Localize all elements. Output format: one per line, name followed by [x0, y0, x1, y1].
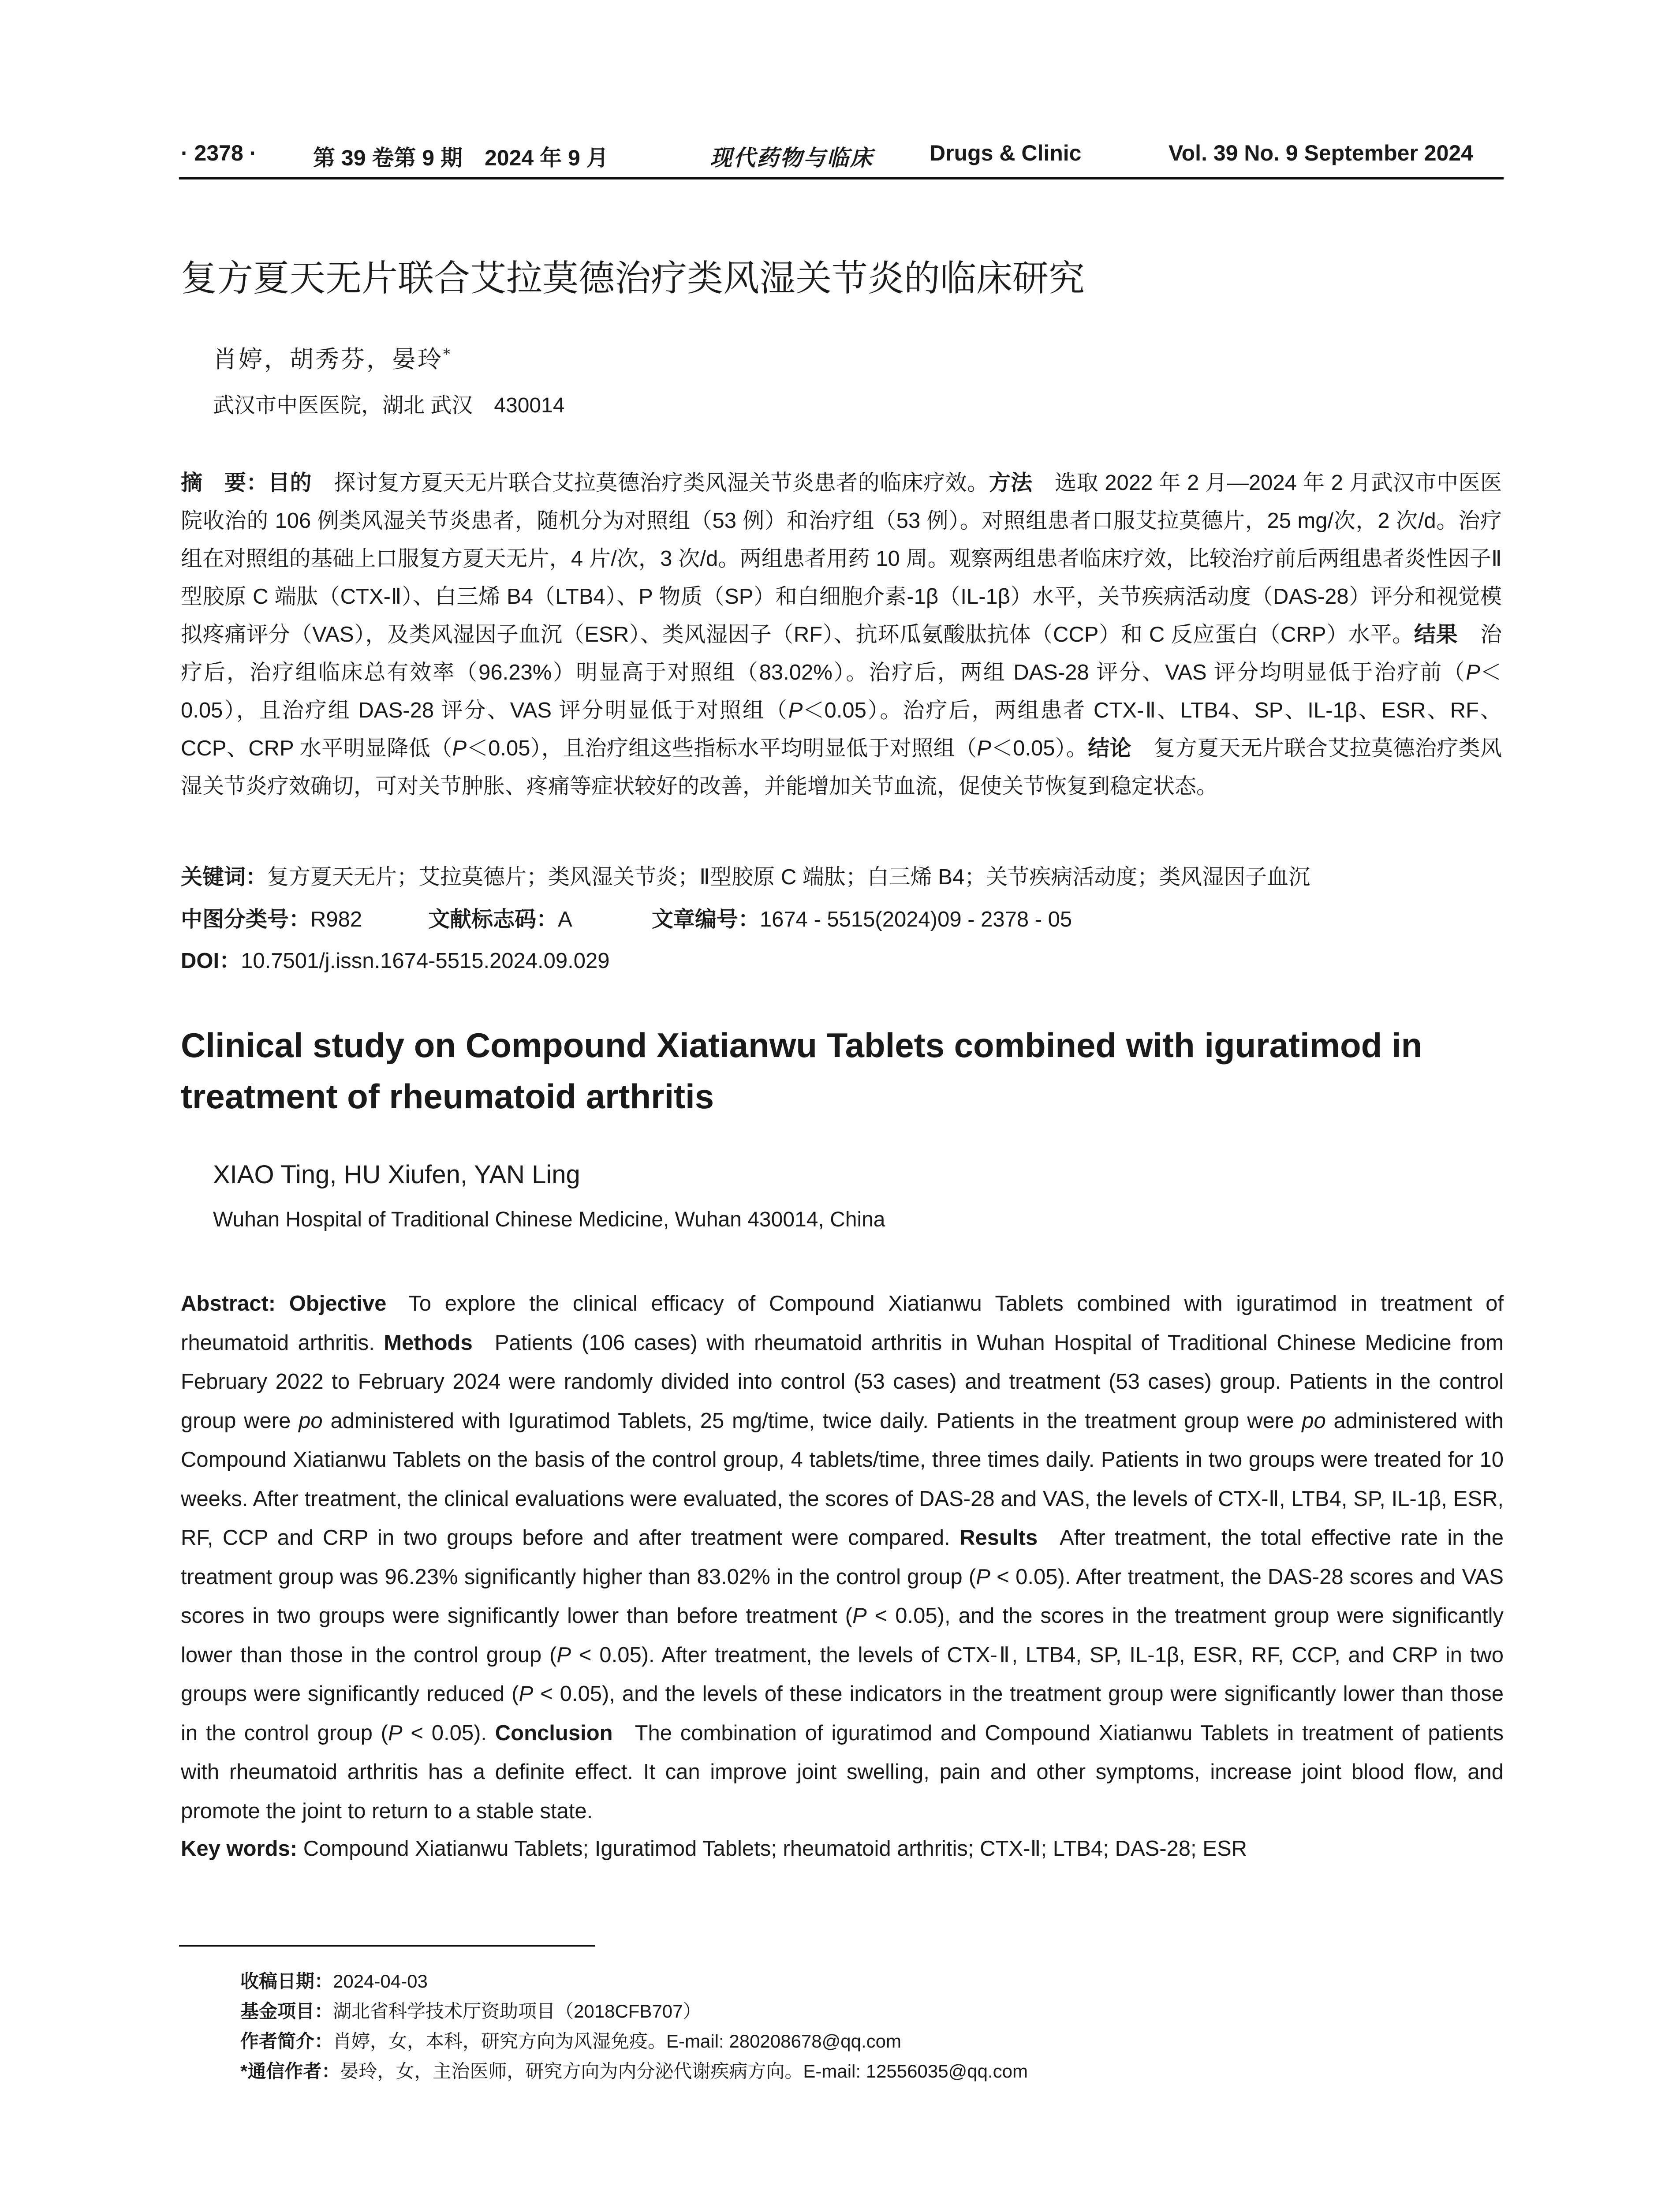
po-term: po: [299, 1409, 323, 1433]
keywords-label-en: Key words:: [181, 1837, 298, 1861]
p-value-symbol: P: [976, 1565, 990, 1589]
article-no-label: 文章编号：: [651, 908, 760, 931]
p-value-symbol: P: [852, 1604, 867, 1628]
results-cn-2: ＜0.05），且治疗组 DAS-28 评分、VAS 评分明显低于对照组（: [181, 661, 1502, 722]
issue-cn: 第 39 卷第 9 期 2024 年 9 月: [313, 146, 609, 170]
p-value-symbol: P: [1466, 661, 1480, 684]
conclusion-label-en: Conclusion: [495, 1721, 613, 1745]
keywords-label-cn: 关键词：: [181, 865, 268, 889]
affiliation-cn: 武汉市中医医院，湖北 武汉 430014: [213, 394, 565, 417]
keywords-en: [181, 1836, 1247, 1861]
authors-en: XIAO Ting, HU Xiufen, YAN Ling: [213, 1160, 580, 1189]
affiliation-en: Wuhan Hospital of Traditional Chinese Medicine, Wuhan 430014, China: [213, 1208, 885, 1231]
conclusion-cn: 复方夏天无片联合艾拉莫德治疗类风湿关节炎疗效确切，可对关节肿胀、疼痛等症状较好的改善，并能增加关节血流，促使关节恢复到稳定状态。: [181, 736, 1502, 798]
corresponding-text: 晏玲，女，主治医师，研究方向为内分泌代谢疾病方向。E-mail: 12556035@qq.com: [340, 2061, 1028, 2082]
results-en-6: < 0.05).: [402, 1721, 487, 1745]
authors-cn-names: 肖婷，胡秀芬，晏玲: [213, 345, 443, 373]
objective-en: To explore the clinical efficacy of Compound Xiatianwu Tablets combined with iguratimod in treatment of rheumatoid arthritis.: [181, 1292, 1504, 1355]
methods-label-cn: 方法: [989, 471, 1033, 495]
keywords-en-text: Compound Xiatianwu Tablets; Iguratimod Tablets; rheumatoid arthritis; CTX-Ⅱ; LTB4; DAS-28; ESR: [303, 1837, 1247, 1861]
footnote-received: [240, 1967, 428, 1993]
footnote-divider: [179, 1945, 595, 1947]
results-en-3: < 0.05), and the scores in the treatment group were significantly lower than those in the control group (: [181, 1604, 1504, 1667]
methods-en-3: administered with Compound Xiatianwu Tablets on the basis of the control group, 4 tablets/time, three times daily. Patients in two groups were treated for 10 weeks. After treatment, the clinical evaluations were evaluated, the scores of DAS-28 and VAS, the levels of CTX-Ⅱ, LTB4, SP, IL-1β, ESR, RF, CCP and CRP in two groups before and after treatment were compared.: [181, 1409, 1504, 1550]
header-divider: [179, 177, 1504, 179]
clc-value: R982: [310, 908, 362, 931]
author-bio-label: 作者简介：: [240, 2031, 333, 2052]
results-cn-4: ＜0.05），且治疗组这些指标水平均明显低于对照组（: [467, 736, 977, 760]
doc-code-label: 文献标志码：: [428, 908, 558, 931]
results-label-cn: 结果: [1414, 623, 1458, 647]
classification-line: [181, 902, 1072, 933]
received-date: 2024-04-03: [333, 1971, 428, 1992]
clc-label: 中图分类号：: [181, 908, 311, 931]
footnote-corresponding: [240, 2057, 1028, 2083]
journal-name-en: Drugs & Clinic: [930, 141, 1082, 165]
doi-line: [181, 944, 610, 975]
methods-en-2: administered with Iguratimod Tablets, 25 mg/time, twice daily. Patients in the treatment group were: [330, 1409, 1294, 1433]
abstract-cn: [181, 464, 1502, 805]
received-label: 收稿日期：: [240, 1971, 333, 1992]
p-value-symbol: P: [388, 1721, 403, 1745]
methods-en-1: Patients (106 cases) with rheumatoid arthritis in Wuhan Hospital of Traditional Chinese Medicine from February 2022 to February 2024 were randomly divided into control (53 cases) and treatment (53 cases) group. Patients in the control group were: [181, 1330, 1504, 1433]
abstract-label-cn: 摘 要：: [181, 471, 269, 495]
p-value-symbol: P: [788, 699, 803, 722]
results-en-4: < 0.05). After treatment, the levels of CTX-Ⅱ, LTB4, SP, IL-1β, ESR, RF, CCP, and CRP in two groups were significantly reduced (: [181, 1643, 1504, 1706]
doi-link[interactable]: 10.7501/j.issn.1674-5515.2024.09.029: [241, 949, 610, 973]
p-value-symbol: P: [519, 1682, 534, 1706]
footnote-author: [240, 2027, 901, 2053]
po-term: po: [1302, 1409, 1326, 1433]
abstract-en: [181, 1284, 1504, 1831]
objective-cn: 探讨复方夏天无片联合艾拉莫德治疗类风湿关节炎患者的临床疗效。: [334, 471, 989, 495]
title-cn: 复方夏天无片联合艾拉莫德治疗类风湿关节炎的临床研究: [181, 258, 1085, 299]
results-en-5: < 0.05), and the levels of these indicators in the treatment group were significantly lower than those in the control group (: [181, 1682, 1504, 1745]
corresponding-mark: *: [443, 346, 452, 363]
methods-label-en: Methods: [384, 1330, 473, 1355]
author-bio-text: 肖婷，女，本科，研究方向为风湿免疫。E-mail: 280208678@qq.com: [333, 2031, 901, 2052]
results-cn-1: 治疗后，治疗组临床总有效率（96.23%）明显高于对照组（83.02%）。治疗后，两组 DAS-28 评分、VAS 评分均明显低于治疗前（: [181, 623, 1502, 684]
footnote-fund: [240, 1997, 702, 2023]
methods-cn: 选取 2022 年 2 月—2024 年 2 月武汉市中医医院收治的 106 例类风湿关节炎患者，随机分为对照组（53 例）和治疗组（53 例）。对照组患者口服艾拉莫德片，25 mg/次，2 次/d。治疗组在对照组的基础上口服复方夏天无片，4 片/次，3 次/d。两组患者用药 10 周。观察两组患者临床疗效，比较治疗前后两组患者炎性因子Ⅱ型胶原 C 端肽（CTX-Ⅱ）、白三烯 B4（LTB4）、P 物质（SP）和白细胞介素-1β（IL-1β）水平，关节疾病活动度（DAS-28）评分和视觉模拟疼痛评分（VAS），及类风湿因子血沉（ESR）、类风湿因子（RF）、抗环瓜氨酸肽抗体（CCP）和 C 反应蛋白（CRP）水平。: [181, 471, 1502, 647]
doc-code-value: A: [558, 908, 572, 931]
keywords-cn: [181, 860, 1310, 891]
fund-text: 湖北省科学技术厅资助项目（2018CFB707）: [333, 2001, 702, 2022]
objective-label-en: Objective: [289, 1292, 387, 1316]
conclusion-en: The combination of iguratimod and Compound Xiatianwu Tablets in treatment of patients with rheumatoid arthritis has a definite effect. It can improve joint swelling, pain and other symptoms, increase joint blood flow, and promote the joint to return to a stable state.: [181, 1721, 1504, 1823]
p-value-symbol: P: [977, 736, 992, 760]
results-en-2: < 0.05). After treatment, the DAS-28 scores and VAS scores in two groups were significantly lower than before treatment (: [181, 1565, 1504, 1628]
corresponding-label: *通信作者：: [240, 2061, 340, 2082]
results-cn-5: ＜0.05）。: [991, 736, 1088, 760]
p-value-symbol: P: [452, 736, 467, 760]
results-cn-3: ＜0.05）。治疗后，两组患者 CTX-Ⅱ、LTB4、SP、IL-1β、ESR、RF、CCP、CRP 水平明显降低（: [181, 699, 1502, 760]
volume-info-en: Vol. 39 No. 9 September 2024: [1169, 141, 1474, 165]
results-en-1: After treatment, the total effective rate in the treatment group was 96.23% significantly higher than 83.02% in the control group (: [181, 1526, 1504, 1589]
conclusion-label-cn: 结论: [1088, 736, 1131, 760]
title-en: Clinical study on Compound Xiatianwu Tablets combined with iguratimod in treatment of rheumatoid arthritis: [181, 1026, 1422, 1116]
running-header: [181, 140, 1502, 176]
abstract-label-en: Abstract:: [181, 1292, 276, 1316]
p-value-symbol: P: [556, 1643, 571, 1667]
objective-label-cn: 目的: [268, 471, 312, 495]
page-number: · 2378 ·: [181, 141, 257, 165]
article-no-value: 1674 - 5515(2024)09 - 2378 - 05: [759, 908, 1072, 931]
fund-label: 基金项目：: [240, 2001, 333, 2022]
doi-label: DOI：: [181, 949, 241, 973]
journal-name-cn: 现代药物与临床: [710, 145, 874, 171]
authors-cn: [213, 340, 452, 374]
results-label-en: Results: [959, 1526, 1038, 1550]
keywords-cn-text: 复方夏天无片；艾拉莫德片；类风湿关节炎；Ⅱ型胶原 C 端肽；白三烯 B4；关节疾病活动度；类风湿因子血沉: [267, 865, 1310, 889]
